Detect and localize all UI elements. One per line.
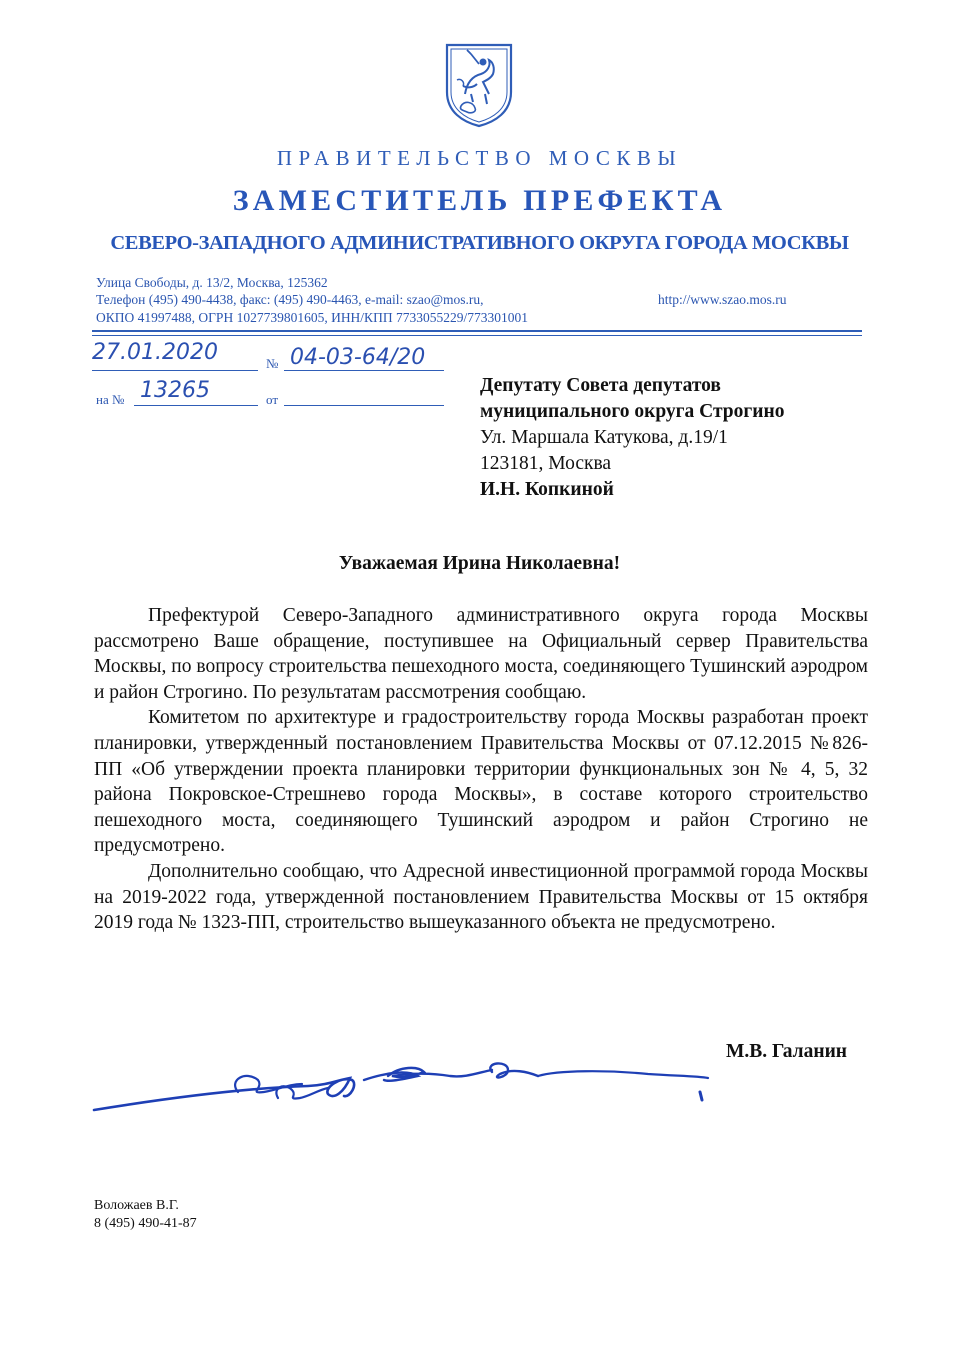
handwritten-signature — [88, 1058, 728, 1128]
executor-name: Воложаев В.Г. — [94, 1198, 179, 1213]
from-label: от — [266, 392, 279, 407]
paragraph: Префектурой Северо-Западного административного округа города Москвы рассмотрено Ваше обращение, поступившее на Официальный сервер Правительства Москвы, по вопросу строительства пешеходного моста, соединяющего Тушинский аэродром и район Строгино. По результатам рассмотрения сообщаю. — [94, 605, 868, 703]
district-title: СЕВЕРО-ЗАПАДНОГО АДМИНИСТРАТИВНОГО ОКРУГА ГОРОДА МОСКВЫ — [110, 232, 849, 254]
reply-number: 13265 — [140, 378, 210, 403]
reply-underline — [134, 405, 258, 406]
executor-phone: 8 (495) 490-41-87 — [94, 1216, 197, 1231]
position-title: ЗАМЕСТИТЕЛЬ ПРЕФЕКТА — [232, 184, 727, 217]
addressee-line-1: Депутату Совета депутатов — [480, 375, 721, 396]
addressee-line-4: 123181, Москва — [480, 453, 612, 474]
number-underline — [284, 370, 444, 371]
paragraph: Комитетом по архитектуре и градостроительству города Москвы разработан проект планировки, утвержденный постановлением Правительства Москвы от 07.12.2015 №826-ПП «Об утверждении проекта планировки территории функциональных зон № 4, 5, 32 района Покровское-Стрешнево города Москвы», в составе которого строительство пешеходного моста, соединяющего Тушинский аэродром и район Строгино не предусмотрено. — [94, 707, 868, 857]
addressee-line-3: Ул. Маршала Катукова, д.19/1 — [480, 427, 728, 448]
header-divider-thin — [92, 335, 862, 336]
signatory-name: М.В. Галанин — [726, 1041, 848, 1062]
codes-line: ОКПО 41997488, ОГРН 1027739801605, ИНН/КПП 7733055229/773301001 — [96, 310, 528, 325]
phone-line: Телефон (495) 490-4438, факс: (495) 490-4463, e-mail: szao@mos.ru, — [96, 292, 484, 307]
registration-number: 04-03-64/20 — [290, 345, 426, 370]
address-line: Улица Свободы, д. 13/2, Москва, 125362 — [96, 275, 328, 290]
reply-label: на № — [96, 392, 125, 407]
website-link[interactable]: http://www.szao.mos.ru — [658, 292, 787, 307]
paragraph: Дополнительно сообщаю, что Адресной инвестиционной программой города Москвы на 2019-2022 года, утвержденной постановлением Правительства Москвы от 15 октября 2019 года № 1323-ПП, строительство вышеуказанного объекта не предусмотрено. — [94, 860, 868, 934]
header-divider — [92, 330, 862, 332]
addressee-line-2: муниципального округа Строгино — [480, 401, 785, 422]
salutation: Уважаемая Ирина Николаевна! — [338, 553, 621, 574]
from-underline — [284, 405, 444, 406]
government-title: ПРАВИТЕЛЬСТВО МОСКВЫ — [276, 146, 683, 170]
addressee-name: И.Н. Копкиной — [480, 479, 614, 500]
number-label: № — [266, 356, 279, 371]
registration-date: 27.01.2020 — [92, 340, 218, 365]
date-underline — [92, 370, 258, 371]
moscow-coat-of-arms-icon — [443, 42, 515, 128]
letter-body — [94, 603, 868, 936]
